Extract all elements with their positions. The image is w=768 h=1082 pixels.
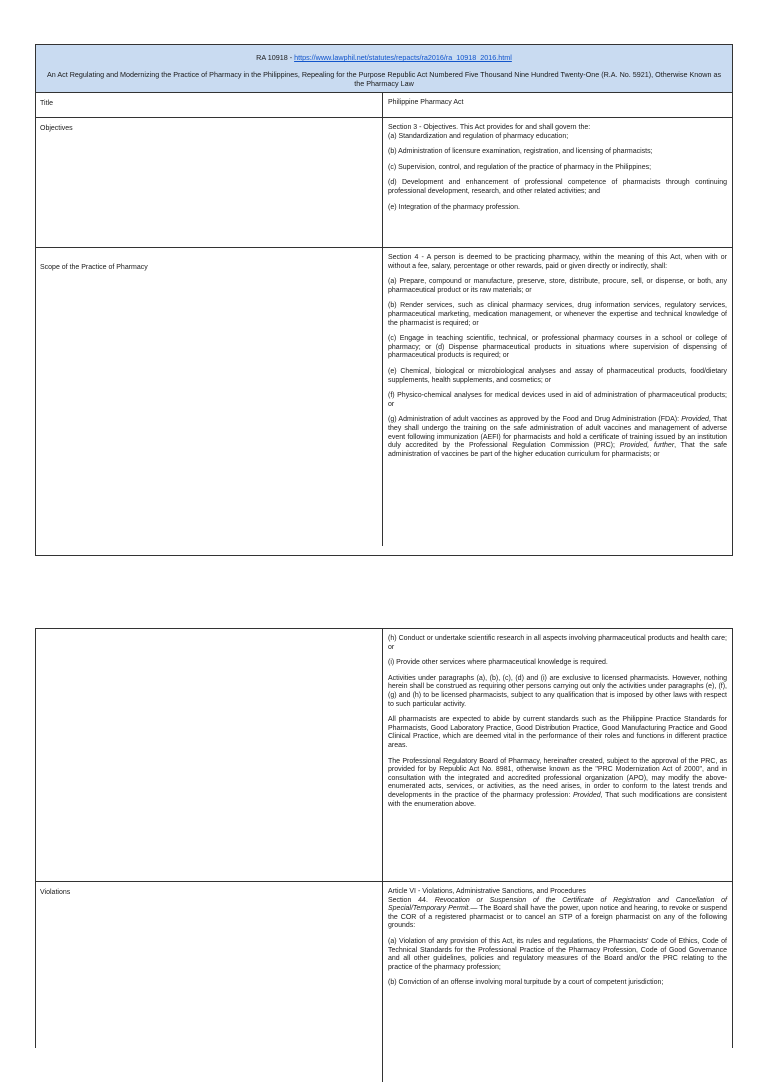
violations-para: (a) Violation of any provision of this Act, its rules and regulations, the Pharmacists' Code of Ethics, Code of Technical Standards for the Professional Practice of the Pharmacy Profession, Code of Good Governance and all other guidelines, policies and regulatory measures of the Board and/or the PRC relating to the practice of the pharmacy profession; [388, 937, 727, 971]
scope-para: (c) Engage in teaching scientific, technical, or professional pharmacy courses in a school or college of pharmacy; or (d) Dispense pharmaceutical products in situations where supervision of dispensing of pharmaceutical products is required; or [388, 335, 727, 360]
objectives-para: (c) Supervision, control, and regulation of the practice of pharmacy in the Philippines; [388, 163, 652, 171]
scope-cont-para: (h) Conduct or undertake scientific research in all aspects involving pharmaceutical products and health care; or [388, 635, 727, 651]
scope-para: (a) Prepare, compound or manufacture, preserve, store, distribute, procure, sell, or dispense, or both, any pharmaceutical product or its raw materials; or [388, 278, 727, 294]
row-value-title: Philippine Pharmacy Act [388, 99, 464, 106]
violations-section: Article VI - Violations, Administrative Sanctions, and Procedures Section 44. Revocation or Suspension of the Certificate of Registration and Cancellation of Special/Temporary Permit.— The Board shall have the power, upon notice and hearing, to revoke or suspend the COR of a registered pharmacist or to cancel an STP of a foreign pharmacist on any of the following grounds: [388, 888, 728, 930]
scope-para-g: (g) Administration of adult vaccines as approved by the Food and Drug Administration (FDA): Provided, That they shall undergo the training on the safe administration of adult vaccines and management of adverse event following immunization (AEFI) for pharmacists and hold a certificate of training issued by an institution duly accredited by the Professional Regulation Commission (PRC); Provided, further, That the safe administration of vaccines be part of the higher education curriculum for pharmacists; or [388, 416, 728, 458]
row-label-scope: Scope of the Practice of Pharmacy [36, 248, 383, 546]
row-label-empty [36, 629, 383, 881]
law-summary-table-page-2 [35, 628, 733, 1048]
act-title: An Act Regulating and Modernizing the Practice of Pharmacy in the Philippines, Repealing for the Purpose Republic Act Numbered Five Thousand Nine Hundred Twenty-One (R.A. No. 5921), Otherwise Known as the Pharmacy Law [46, 70, 722, 88]
objectives-para: (b) Administration of licensure examination, registration, and licensing of pharmacists; [388, 148, 653, 156]
row-value-scope-continued [383, 629, 732, 881]
table-row-title [36, 93, 732, 118]
lawphil-link[interactable]: https://www.lawphil.net/statutes/repacts/ra2016/ra_10918_2016.html [294, 53, 512, 62]
scope-cont-para-last: The Professional Regulatory Board of Pharmacy, hereinafter created, subject to the approval of the PRC, as provided for by Republic Act No. 8981, otherwise known as the "PRC Modernization Act of 2000", and in consultation with the integrated and accredited professional organization (APO), may modify the above-enumerated acts, services, or activities, as the need arises, in order to conform to the latest trends and developments in the practice of the pharmacy profession: Provided, That such modifications are consistent with the enumeration above. [388, 757, 727, 808]
violations-para: (b) Conviction of an offense involving moral turpitude by a court of competent jurisdiction; [388, 979, 664, 987]
scope-para: (e) Chemical, biological or microbiological analyses and assay of pharmaceutical products, food/dietary supplements, health supplements, and cosmetics; or [388, 367, 727, 384]
scope-cont-para: All pharmacists are expected to abide by current standards such as the Philippine Practice Standards for Pharmacists, Good Laboratory Practice, Good Distribution Practice, Good Manufacturing Practice and Good Clinical Practice, which are deemed vital in the performance of their roles and functions in different practice areas. [388, 716, 727, 749]
row-label-objectives: Objectives [36, 118, 383, 247]
table-row-scope-continued [36, 629, 732, 882]
row-value-objectives [383, 118, 732, 247]
table-row-scope [36, 248, 732, 546]
objectives-para: (e) Integration of the pharmacy profession. [388, 203, 520, 211]
objectives-para: (d) Development and enhancement of professional competence of pharmacists through continuing professional development, research, and other related activities; and [388, 179, 727, 195]
table-row-objectives [36, 118, 732, 248]
objectives-para: Section 3 - Objectives. This Act provides for and shall govern the: (a) Standardization and regulation of pharmacy education; [388, 124, 591, 140]
law-summary-table-page-1 [35, 44, 733, 556]
row-value-scope [383, 248, 732, 546]
table-row-violations [36, 882, 732, 1082]
scope-para: (f) Physico-chemical analyses for medical devices used in aid of administration of pharmaceutical products; or [388, 392, 727, 408]
row-label-title: Title [36, 93, 383, 117]
table-header [36, 45, 732, 93]
scope-para: Section 4 - A person is deemed to be practicing pharmacy, within the meaning of this Act, when with or without a fee, salary, percentage or other rewards, paid or given directly or indirectly, shall: [388, 254, 727, 270]
scope-cont-para: Activities under paragraphs (a), (b), (c), (d) and (i) are exclusive to licensed pharmacists. However, nothing herein shall be construed as requiring other persons carrying out only the activities under paragraphs (e), (f), (g) and (h) to be licensed pharmacists, subject to any qualification that is imposed by other laws with respect to such particular activity. [388, 674, 727, 708]
scope-para: (b) Render services, such as clinical pharmacy services, drug information services, regulatory services, pharmaceutical marketing, medication management, or whenever the expertise and technical knowledge of the pharmacist is required; or [388, 302, 727, 327]
row-value-violations [383, 882, 732, 1082]
header-line-1 [46, 53, 722, 62]
scope-cont-para: (i) Provide other services where pharmaceutical knowledge is required. [388, 659, 608, 667]
row-label-violations: Violations [36, 882, 383, 1082]
ra-number: RA 10918 - [256, 53, 295, 62]
